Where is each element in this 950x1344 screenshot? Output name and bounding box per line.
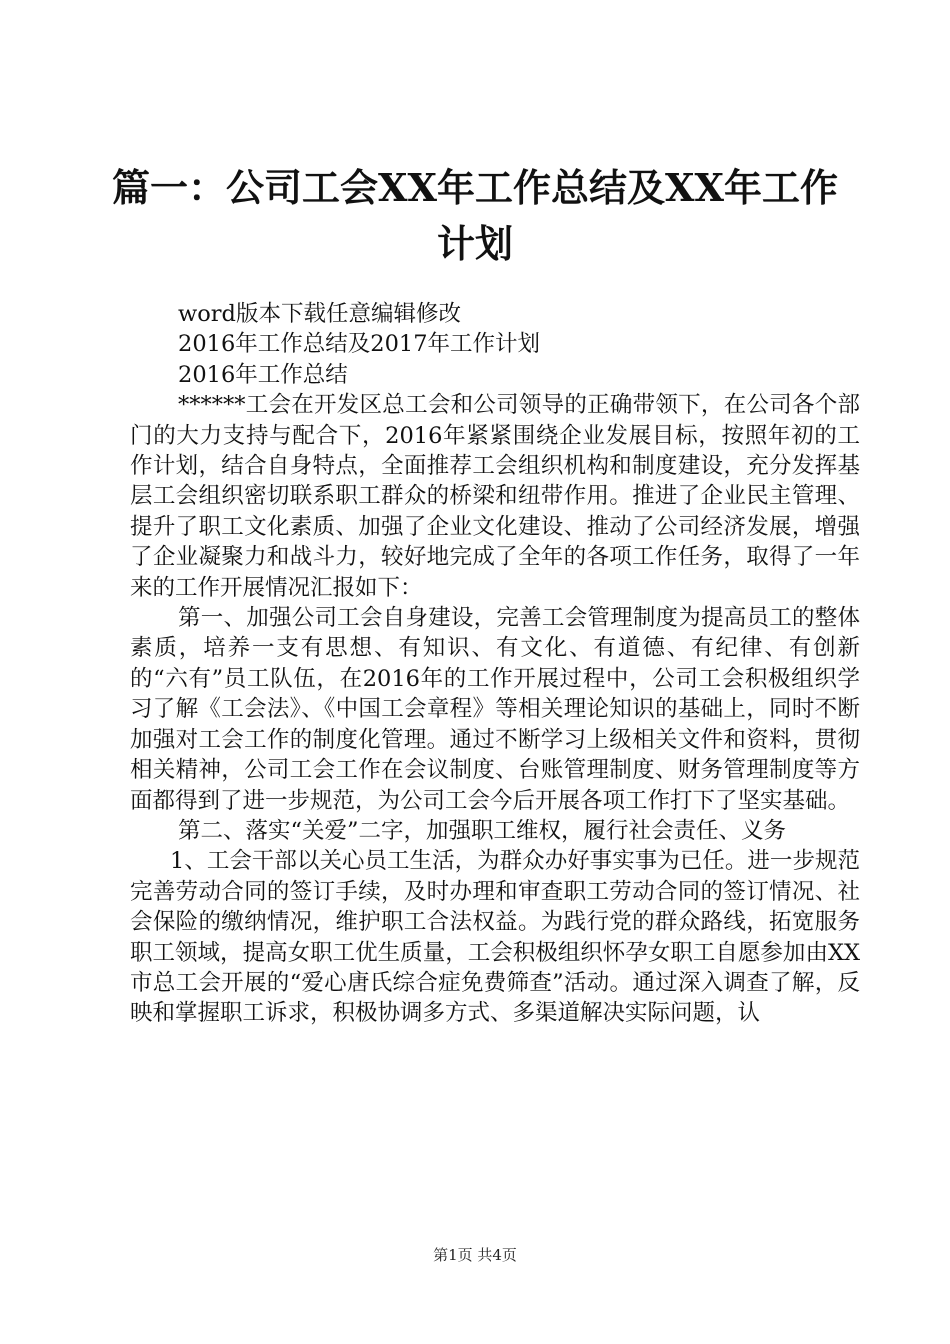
body-paragraph: 第一、加强公司工会自身建设，完善工会管理制度为提高员工的整体素质，培养一支有思想、有知识、有文化、有道德、有纪律、有创新的“六有”员工队伍，在2016年的工作开展过程中，公司工会积极组织学习了解《工会法》、《中国工会章程》等相关理论知识的基础上，同时不断加强对工会工作的制度化管理。通过不断学习上级相关文件和资料，贯彻相关精神，公司工会工作在会议制度、台账管理制度、财务管理制度等方面都得到了进一步规范，为公司工会今后开展各项工作打下了坚实基础。 [130, 605, 860, 814]
meta-line: word版本下载任意编辑修改 [178, 301, 461, 327]
document-body [130, 299, 860, 1029]
meta-line: 2016年工作总结 [178, 361, 348, 388]
body-paragraph: ******工会在开发区总工会和公司领导的正确带领下，在公司各个部门的大力支持与配合下，2016年紧紧围绕企业发展目标，按照年初的工作计划，结合自身特点，全面推荐工会组织机构和制度建设，充分发挥基层工会组织密切联系职工群众的桥梁和纽带作用。推进了企业民主管理、提升了职工文化素质、加强了企业文化建设、推动了公司经济发展，增强了企业凝聚力和战斗力，较好地完成了全年的各项工作任务，取得了一年来的工作开展情况汇报如下： [130, 392, 860, 601]
body-paragraph: 第二、落实“关爱”二字，加强职工维权，履行社会责任、义务 [178, 817, 787, 844]
body-paragraph: 1、工会干部以关心员工生活，为群众办好事实事为已任。进一步规范完善劳动合同的签订手续，及时办理和审查职工劳动合同的签订情况、社会保险的缴纳情况，维护职工合法权益。为践行党的群众路线，拓宽服务职工领域，提高女职工优生质量，工会积极组织怀孕女职工自愿参加由XX市总工会开展的“爱心唐氏综合症免费筛查”活动。通过深入调查了解，反映和掌握职工诉求，积极协调多方式、多渠道解决实际问题，认 [130, 848, 860, 1027]
page-footer: 第1页 共4页 [433, 1246, 517, 1264]
document-title: 篇一：公司工会XX年工作总结及XX年工作计划 [112, 165, 838, 266]
meta-line: 2016年工作总结及2017年工作计划 [178, 331, 541, 358]
